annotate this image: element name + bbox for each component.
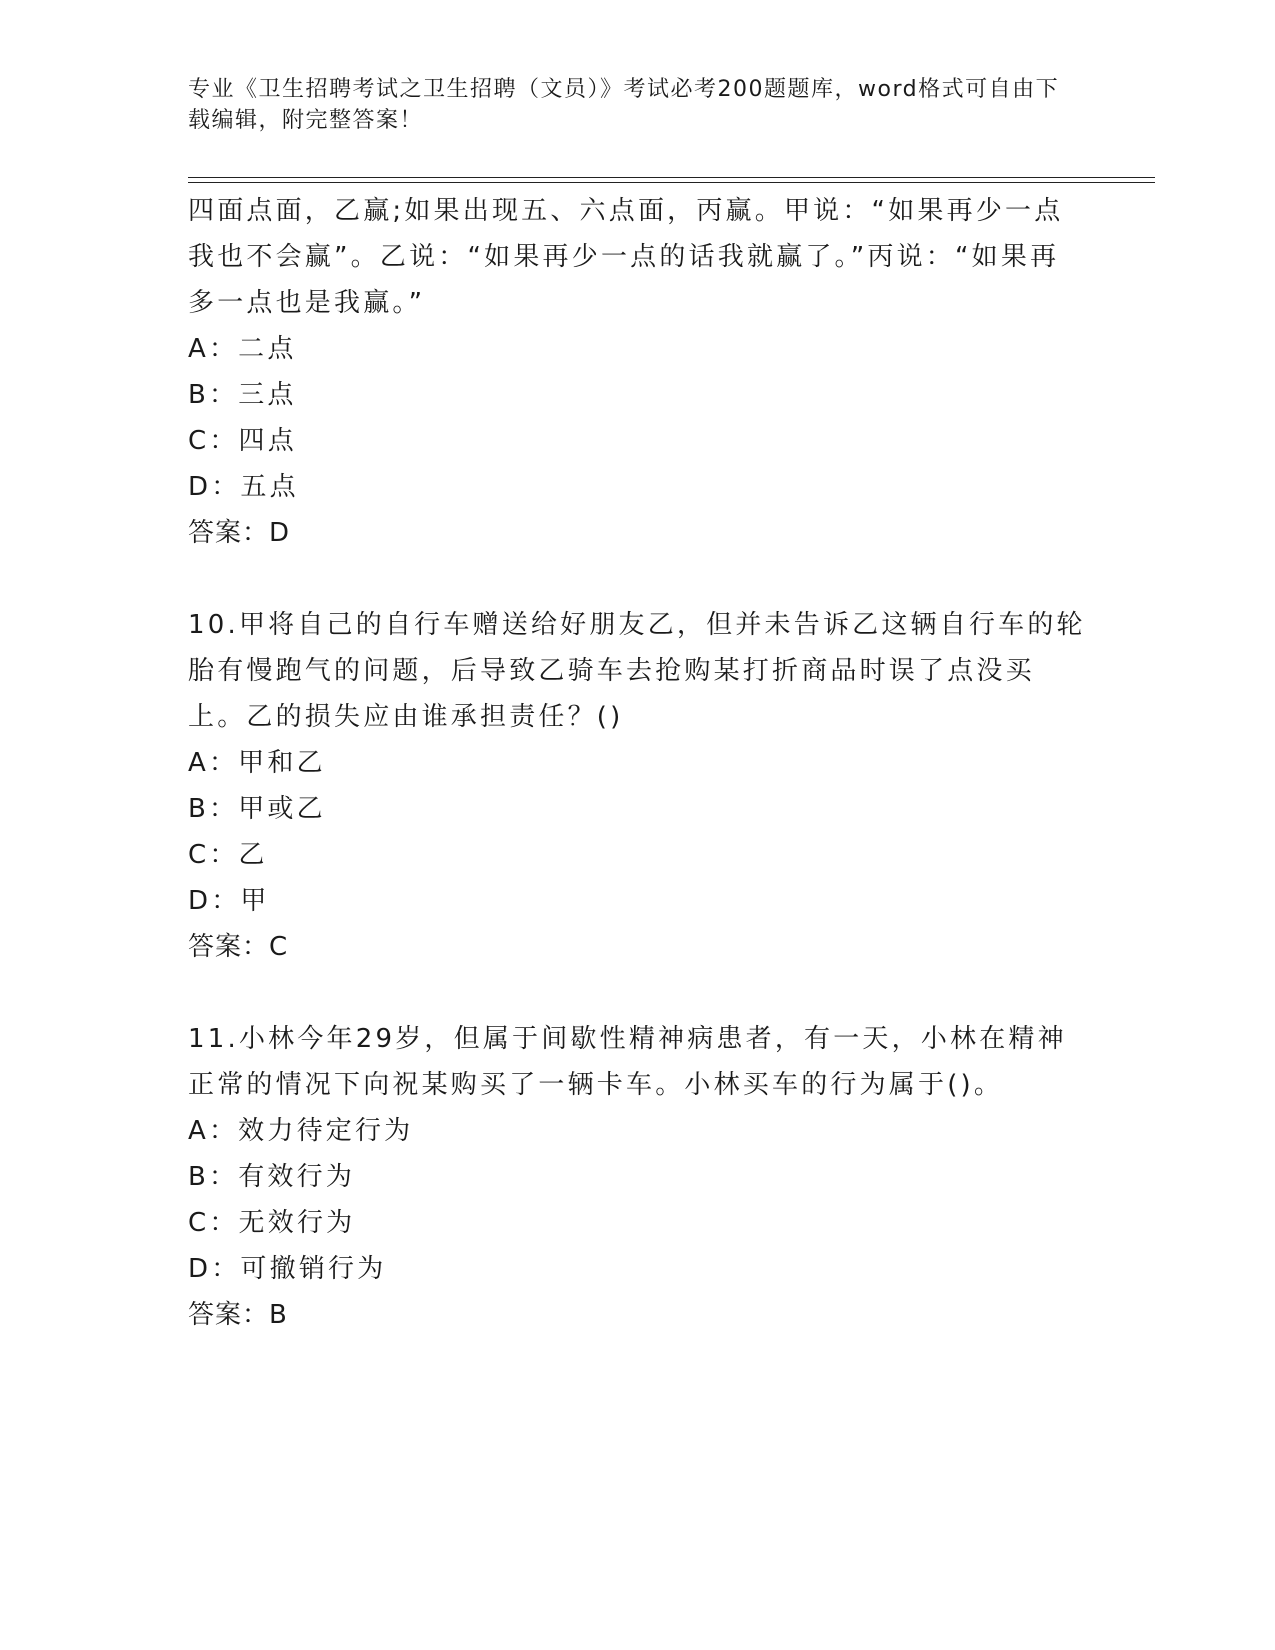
option-a: A：效力待定行为 xyxy=(188,1116,414,1146)
question-block-10 xyxy=(188,602,1088,970)
option-a: A：二点 xyxy=(188,334,297,364)
header-rule-top xyxy=(188,177,1155,178)
option-c: C：乙 xyxy=(188,840,268,870)
answer-label: 答案：C xyxy=(188,932,289,962)
answer-label: 答案：D xyxy=(188,518,291,548)
option-b: B：有效行为 xyxy=(188,1162,356,1192)
spacer xyxy=(188,970,1088,1016)
option-d: D：可撤销行为 xyxy=(188,1254,387,1284)
option-a: A：甲和乙 xyxy=(188,748,326,778)
spacer xyxy=(188,556,1088,602)
option-b: B：三点 xyxy=(188,380,297,410)
question-text: 四面点面，乙赢;如果出现五、六点面，丙赢。甲说：“如果再少一点我也不会赢”。乙说：“如果再少一点的话我就赢了。”丙说：“如果再多一点也是我赢。” xyxy=(188,196,1064,318)
option-c: C：四点 xyxy=(188,426,297,456)
question-text: 11.小林今年29岁，但属于间歇性精神病患者，有一天，小林在精神正常的情况下向祝某购买了一辆卡车。小林买车的行为属于()。 xyxy=(188,1024,1067,1100)
question-text: 10.甲将自己的自行车赠送给好朋友乙，但并未告诉乙这辆自行车的轮胎有慢跑气的问题，后导致乙骑车去抢购某打折商品时误了点没买上。乙的损失应由谁承担责任？() xyxy=(188,610,1086,732)
option-c: C：无效行为 xyxy=(188,1208,356,1238)
document-body xyxy=(188,188,1088,1338)
question-block-11 xyxy=(188,1016,1088,1338)
option-b: B：甲或乙 xyxy=(188,794,326,824)
page-header: 专业《卫生招聘考试之卫生招聘（文员）》考试必考200题题库，word格式可自由下载编辑，附完整答案！ xyxy=(188,77,1060,133)
option-d: D：甲 xyxy=(188,886,270,916)
answer-label: 答案：B xyxy=(188,1300,288,1330)
option-d: D：五点 xyxy=(188,472,299,502)
header-rule-bottom xyxy=(188,182,1155,183)
question-block-9 xyxy=(188,188,1088,556)
